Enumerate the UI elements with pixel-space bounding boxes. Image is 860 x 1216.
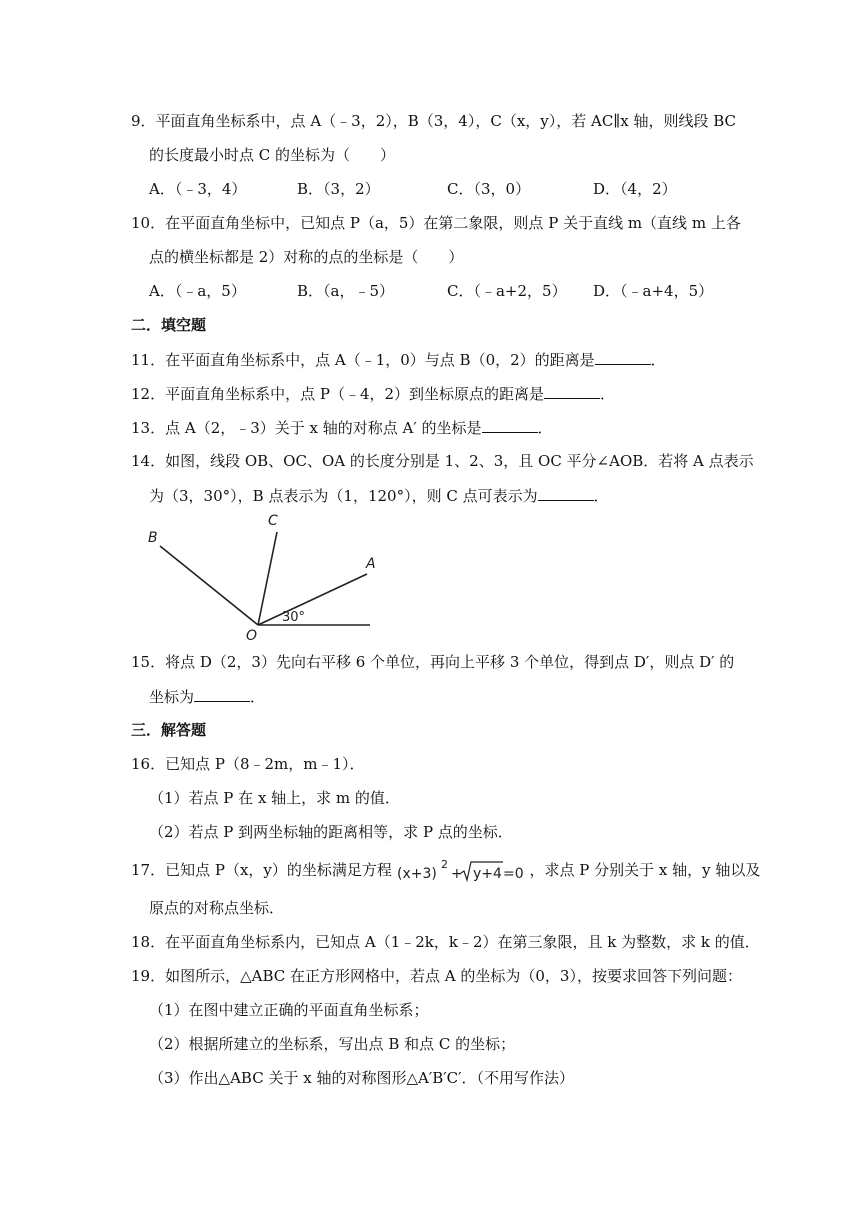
q14-end: ．	[593, 487, 609, 505]
q15-line2: 坐标为	[149, 688, 195, 706]
label-angle: 30°	[282, 610, 306, 625]
q14-line2: 为（3，30°），B 点表示为（1，120°），则 C 点可表示为	[149, 487, 538, 505]
q17-text-a: 17．已知点 P（x，y）的坐标满足方程	[131, 861, 392, 879]
q10-option-b: B．（a，﹣5）	[297, 282, 395, 300]
q19-stem: 19．如图所示，△ABC 在正方形网格中，若点 A 的坐标为（0，3），按要求回答下列问题：	[131, 967, 742, 985]
label-b: B	[148, 530, 158, 546]
q9-option-a: A．（﹣3，4）	[149, 180, 247, 198]
q18-text: 18．在平面直角坐标系内，已知点 A（1﹣2k，k﹣2）在第三象限，且 k 为整数，求 k 的值．	[131, 933, 760, 951]
q10-option-c: C．（﹣a+2，5）	[447, 282, 567, 300]
q9-option-c: C．（3，0）	[447, 180, 531, 198]
q11-end: ．	[650, 351, 666, 369]
q14-line2-wrap	[149, 485, 609, 506]
q12-text: 12．平面直角坐标系中，点 P（﹣4，2）到坐标原点的距离是	[131, 385, 545, 403]
q11-text: 11．在平面直角坐标系中，点 A（﹣1，0）与点 B（0，2）的距离是	[131, 351, 595, 369]
q15-line2-wrap	[149, 686, 265, 707]
q10-option-d: D．（﹣a+4，5）	[593, 282, 714, 300]
q11-answer-blank[interactable]	[595, 349, 651, 365]
label-a: A	[366, 556, 376, 572]
q14-line1: 14．如图，线段 OB、OC、OA 的长度分别是 1、2、3，且 OC 平分∠AOB．若将 A 点表示	[131, 452, 754, 470]
eq-exponent: 2	[440, 858, 448, 871]
q13-end: ．	[537, 419, 553, 437]
q12-line	[131, 383, 615, 404]
q15-line1: 15．将点 D（2，3）先向右平移 6 个单位，再向上平移 3 个单位，得到点 D′，则点 D′ 的	[131, 653, 735, 671]
q10-line2: 点的横坐标都是 2）对称的点的坐标是（ ）	[149, 248, 464, 266]
q19-part3: （3）作出△ABC 关于 x 轴的对称图形△A′B′C′．（不用写作法）	[149, 1069, 575, 1087]
q9-line1: 9．平面直角坐标系中，点 A（﹣3，2），B（3，4），C（x，y），若 AC∥x 轴，则线段 BC	[131, 112, 737, 130]
q17-line1	[131, 858, 760, 884]
q12-end: ．	[600, 385, 616, 403]
q16-stem: 16．已知点 P（8﹣2m，m﹣1）．	[131, 755, 365, 773]
q15-answer-blank[interactable]	[194, 686, 250, 702]
q13-answer-blank[interactable]	[482, 417, 538, 433]
q16-part1: （1）若点 P 在 x 轴上，求 m 的值．	[149, 789, 400, 807]
q11-line	[131, 349, 666, 370]
eq-radicand: y+4	[472, 866, 502, 882]
q14-answer-blank[interactable]	[538, 485, 594, 501]
label-o: O	[246, 628, 258, 643]
ray-ob	[160, 546, 258, 625]
eq-plus: +	[450, 866, 463, 882]
q10-line1: 10．在平面直角坐标中，已知点 P（a，5）在第二象限，则点 P 关于直线 m（直线 m 上各	[131, 214, 741, 232]
eq-rhs: =0	[502, 866, 524, 882]
q17-text-b: ，求点 P 分别关于 x 轴，y 轴以及	[529, 861, 761, 879]
q17-line2: 原点的对称点坐标．	[149, 899, 285, 917]
q9-line2: 的长度最小时点 C 的坐标为（ ）	[149, 146, 396, 164]
q14-angle-figure	[142, 508, 382, 643]
q16-part2: （2）若点 P 到两坐标轴的距离相等，求 P 点的坐标．	[149, 823, 513, 841]
q13-line	[131, 417, 553, 438]
q17-equation	[397, 858, 525, 884]
section-solve-heading: 三．解答题	[131, 721, 207, 739]
eq-base: (x+3)	[396, 866, 437, 882]
q10-option-a: A．（﹣a，5）	[149, 282, 246, 300]
q9-option-b: B．（3，2）	[297, 180, 380, 198]
section-fill-in-heading: 二．填空题	[131, 316, 207, 334]
q9-option-d: D．（4，2）	[593, 180, 677, 198]
q12-answer-blank[interactable]	[544, 383, 600, 399]
ray-oa	[258, 574, 367, 625]
label-c: C	[268, 513, 278, 529]
q19-part1: （1）在图中建立正确的平面直角坐标系；	[149, 1001, 429, 1019]
q13-text: 13．点 A（2，﹣3）关于 x 轴的对称点 A′ 的坐标是	[131, 419, 482, 437]
q15-end: ．	[250, 688, 266, 706]
ray-oc	[258, 532, 277, 625]
q19-part2: （2）根据所建立的坐标系，写出点 B 和点 C 的坐标；	[149, 1035, 516, 1053]
